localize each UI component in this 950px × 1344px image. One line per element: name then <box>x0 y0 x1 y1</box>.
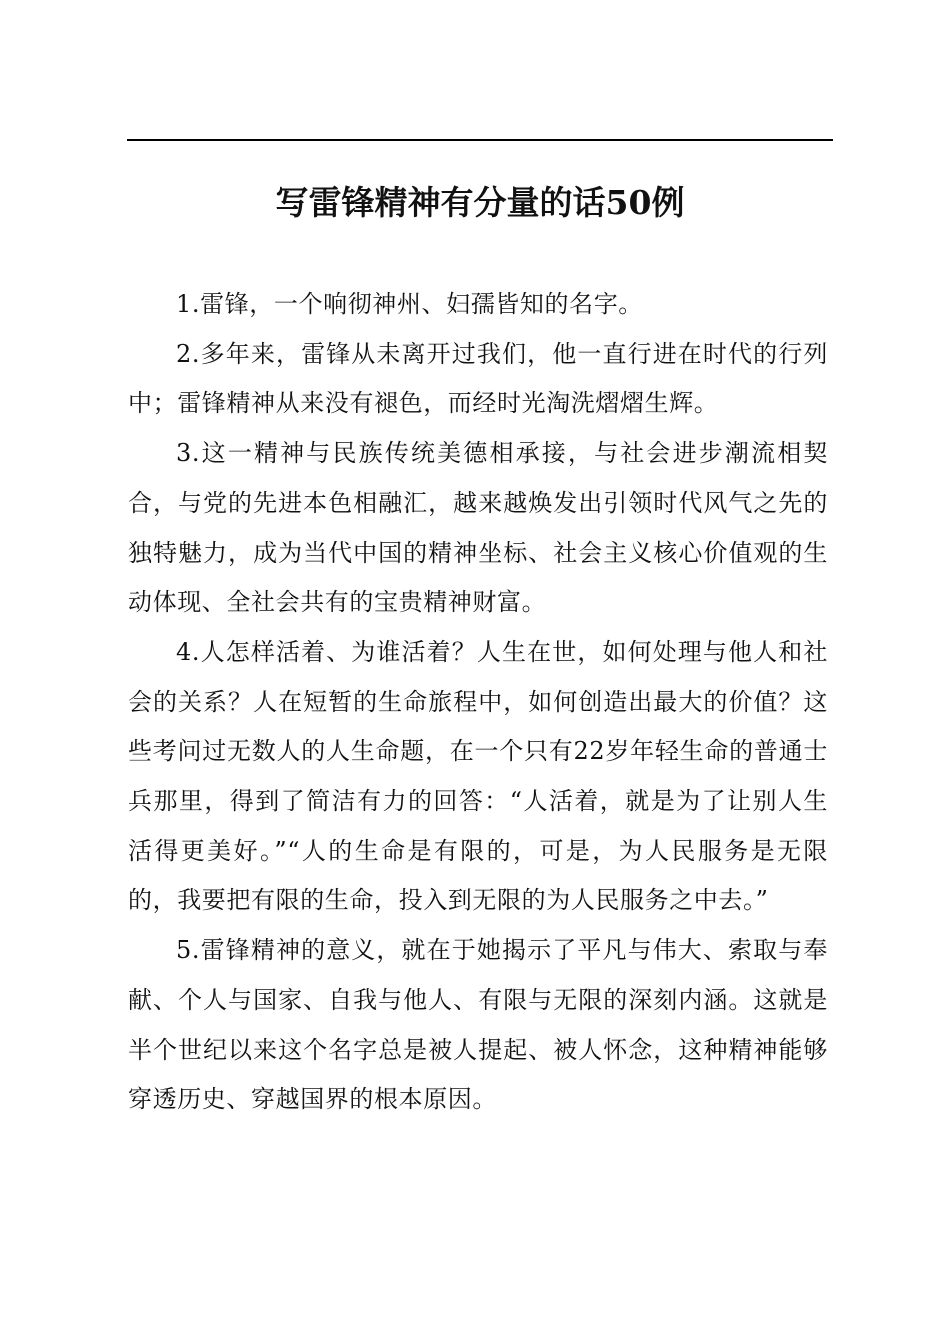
paragraph-3: 3.这一精神与民族传统美德相承接，与社会进步潮流相契合，与党的先进本色相融汇，越来越焕发出引领时代风气之先的独特魅力，成为当代中国的精神坐标、社会主义核心价值观的生动体现、全社会共有的宝贵精神财富。 <box>128 439 828 617</box>
header-rule <box>127 139 833 141</box>
paragraph-2: 2.多年来，雷锋从未离开过我们，他一直行进在时代的行列中；雷锋精神从来没有褪色，而经时光淘洗熠熠生辉。 <box>128 339 828 418</box>
paragraph-4: 4.人怎样活着、为谁活着？人生在世，如何处理与他人和社会的关系？人在短暂的生命旅程中，如何创造出最大的价值？这些考问过无数人的人生命题，在一个只有22岁年轻生命的普通士兵那里，得到了简洁有力的回答：“人活着，就是为了让别人生活得更美好。”“人的生命是有限的，可是，为人民服务是无限的，我要把有限的生命，投入到无限的为人民服务之中去。” <box>128 637 828 915</box>
document-body <box>128 280 828 1125</box>
paragraph-1: 1.雷锋，一个响彻神州、妇孺皆知的名字。 <box>176 290 643 318</box>
document-title: 写雷锋精神有分量的话50例 <box>275 183 685 222</box>
paragraph-5: 5.雷锋精神的意义，就在于她揭示了平凡与伟大、索取与奉献、个人与国家、自我与他人、有限与无限的深刻内涵。这就是半个世纪以来这个名字总是被人提起、被人怀念，这种精神能够穿透历史、穿越国界的根本原因。 <box>128 936 828 1114</box>
